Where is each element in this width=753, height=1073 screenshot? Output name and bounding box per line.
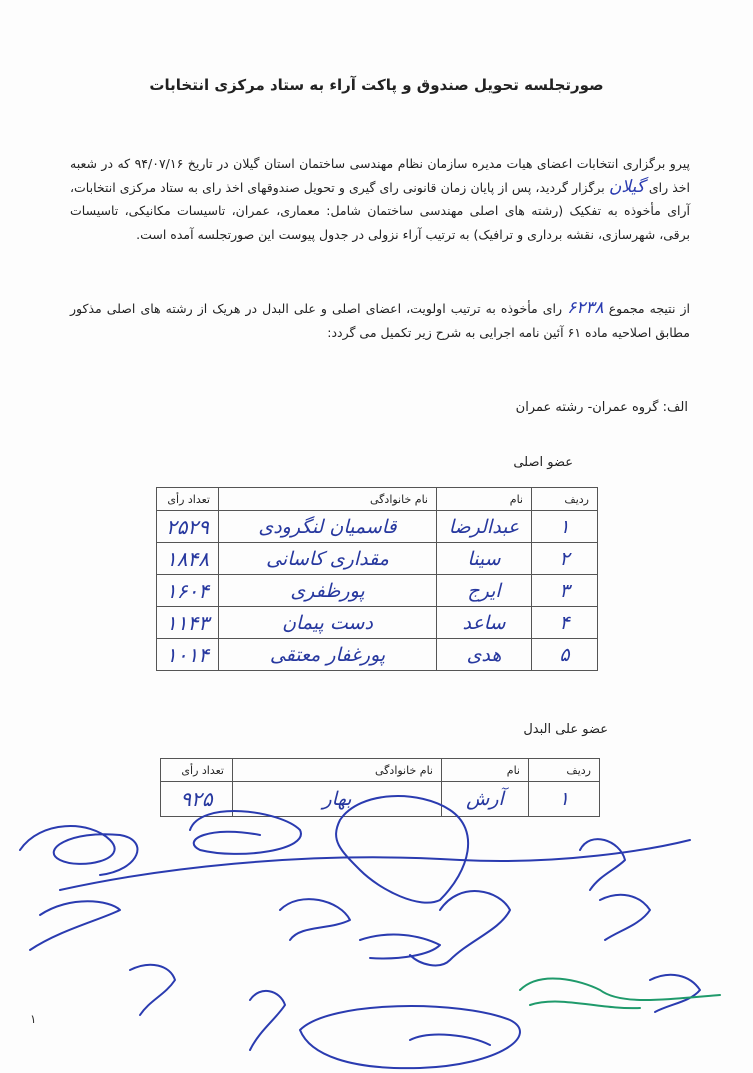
signature-13 — [300, 1006, 520, 1068]
table-row — [157, 543, 598, 575]
handwritten-total: ۶۲۳۸ — [567, 298, 604, 318]
first-name: ایرج — [437, 575, 532, 607]
main-members-table — [156, 487, 598, 671]
signature-14 — [410, 1035, 490, 1045]
signature-3 — [336, 796, 468, 903]
last-name: پورظفری — [219, 575, 437, 607]
signature-1 — [20, 826, 137, 875]
vote-count: ۱۱۴۳ — [157, 607, 219, 639]
vote-count: ۱۸۴۸ — [157, 543, 219, 575]
result-text-end: رای مأخوذه به ترتیب اولویت، اعضای اصلی و علی البدل در هریک از رشته های اصلی مذکور مطابق اصلاحیه ماده ۶۱ آئین نامه اجرایی به شرح زیر تکمیل می گردد: — [70, 301, 690, 340]
last-name: مقداری کاسانی — [219, 543, 437, 575]
last-name: بهار — [233, 782, 442, 817]
signature-5 — [280, 899, 350, 940]
signature-green — [520, 978, 720, 1000]
group-label: الف: گروه عمران- رشته عمران — [515, 400, 688, 415]
first-name: سینا — [437, 543, 532, 575]
signature-12 — [250, 991, 285, 1050]
intro-text-end: برگزار گردید، پس از پایان زمان قانونی رای گیری و تحویل صندوقهای اخذ رای به ستاد مرکزی انتخابات، آرای مأخوذه به تفکیک (رشته های اصلی مهندسی ساختمان شامل: معماری، عمران، تاسیسات مکانیکی، تاسیسات برقی، شهرسازی، نقشه برداری و ترافیک) به ترتیب آراء نزولی در جدول پیوست این صورتجلسه آمده است. — [70, 179, 690, 242]
intro-text-start: پیرو برگزاری انتخابات اعضای هیات مدیره سازمان نظام مهندسی ساختمان استان گیلان در تاریخ ۹۴/۰۷/۱۶ که در شعبه اخذ رای — [70, 156, 690, 195]
table-row — [157, 511, 598, 543]
table-header-row — [157, 488, 598, 511]
signature-15 — [650, 975, 700, 1012]
header-row-number: ردیف — [532, 488, 598, 511]
signature-4 — [30, 901, 120, 950]
last-name: پورغفار معتقی — [219, 639, 437, 671]
result-paragraph — [70, 297, 690, 344]
signature-9 — [600, 895, 650, 940]
signature-2 — [190, 811, 301, 854]
table-row — [157, 575, 598, 607]
alternate-members-label: عضو علی البدل — [523, 722, 608, 737]
table-row — [157, 607, 598, 639]
handwritten-branch: گیلان — [608, 176, 645, 197]
signature-11 — [130, 965, 175, 1015]
last-name: دست پیمان — [219, 607, 437, 639]
main-members-label: عضو اصلی — [513, 455, 573, 470]
header-first-name: نام — [437, 488, 532, 511]
row-number: ۴ — [532, 607, 598, 639]
vote-count: ۲۵۲۹ — [157, 511, 219, 543]
vote-count: ۹۲۵ — [161, 782, 233, 817]
header-last-name: نام خانوادگی — [233, 759, 442, 782]
first-name: هدی — [437, 639, 532, 671]
header-last-name: نام خانوادگی — [219, 488, 437, 511]
first-name: ساعد — [437, 607, 532, 639]
table-row — [157, 639, 598, 671]
row-number: ۲ — [532, 543, 598, 575]
row-number: ۱ — [529, 782, 600, 817]
row-number: ۵ — [532, 639, 598, 671]
first-name: عبدالرضا — [437, 511, 532, 543]
result-text-start: از نتیجه مجموع — [603, 301, 690, 316]
signatures-area — [0, 790, 753, 1073]
header-row-number: ردیف — [529, 759, 600, 782]
header-votes: تعداد رأی — [161, 759, 233, 782]
signature-green-2 — [530, 1002, 640, 1009]
signature-8 — [580, 839, 625, 890]
signature-6 — [360, 935, 440, 959]
last-name: قاسمیان لنگرودی — [219, 511, 437, 543]
intro-paragraph — [70, 152, 690, 246]
header-votes: تعداد رأی — [157, 488, 219, 511]
header-first-name: نام — [442, 759, 529, 782]
table-header-row — [161, 759, 600, 782]
page-marker: ۱ — [30, 1012, 37, 1026]
first-name: آرش — [442, 782, 529, 817]
page-title: صورتجلسه تحویل صندوق و پاکت آراء به ستاد مرکزی انتخابات — [149, 76, 604, 94]
vote-count: ۱۶۰۴ — [157, 575, 219, 607]
row-number: ۱ — [532, 511, 598, 543]
row-number: ۳ — [532, 575, 598, 607]
vote-count: ۱۰۱۴ — [157, 639, 219, 671]
